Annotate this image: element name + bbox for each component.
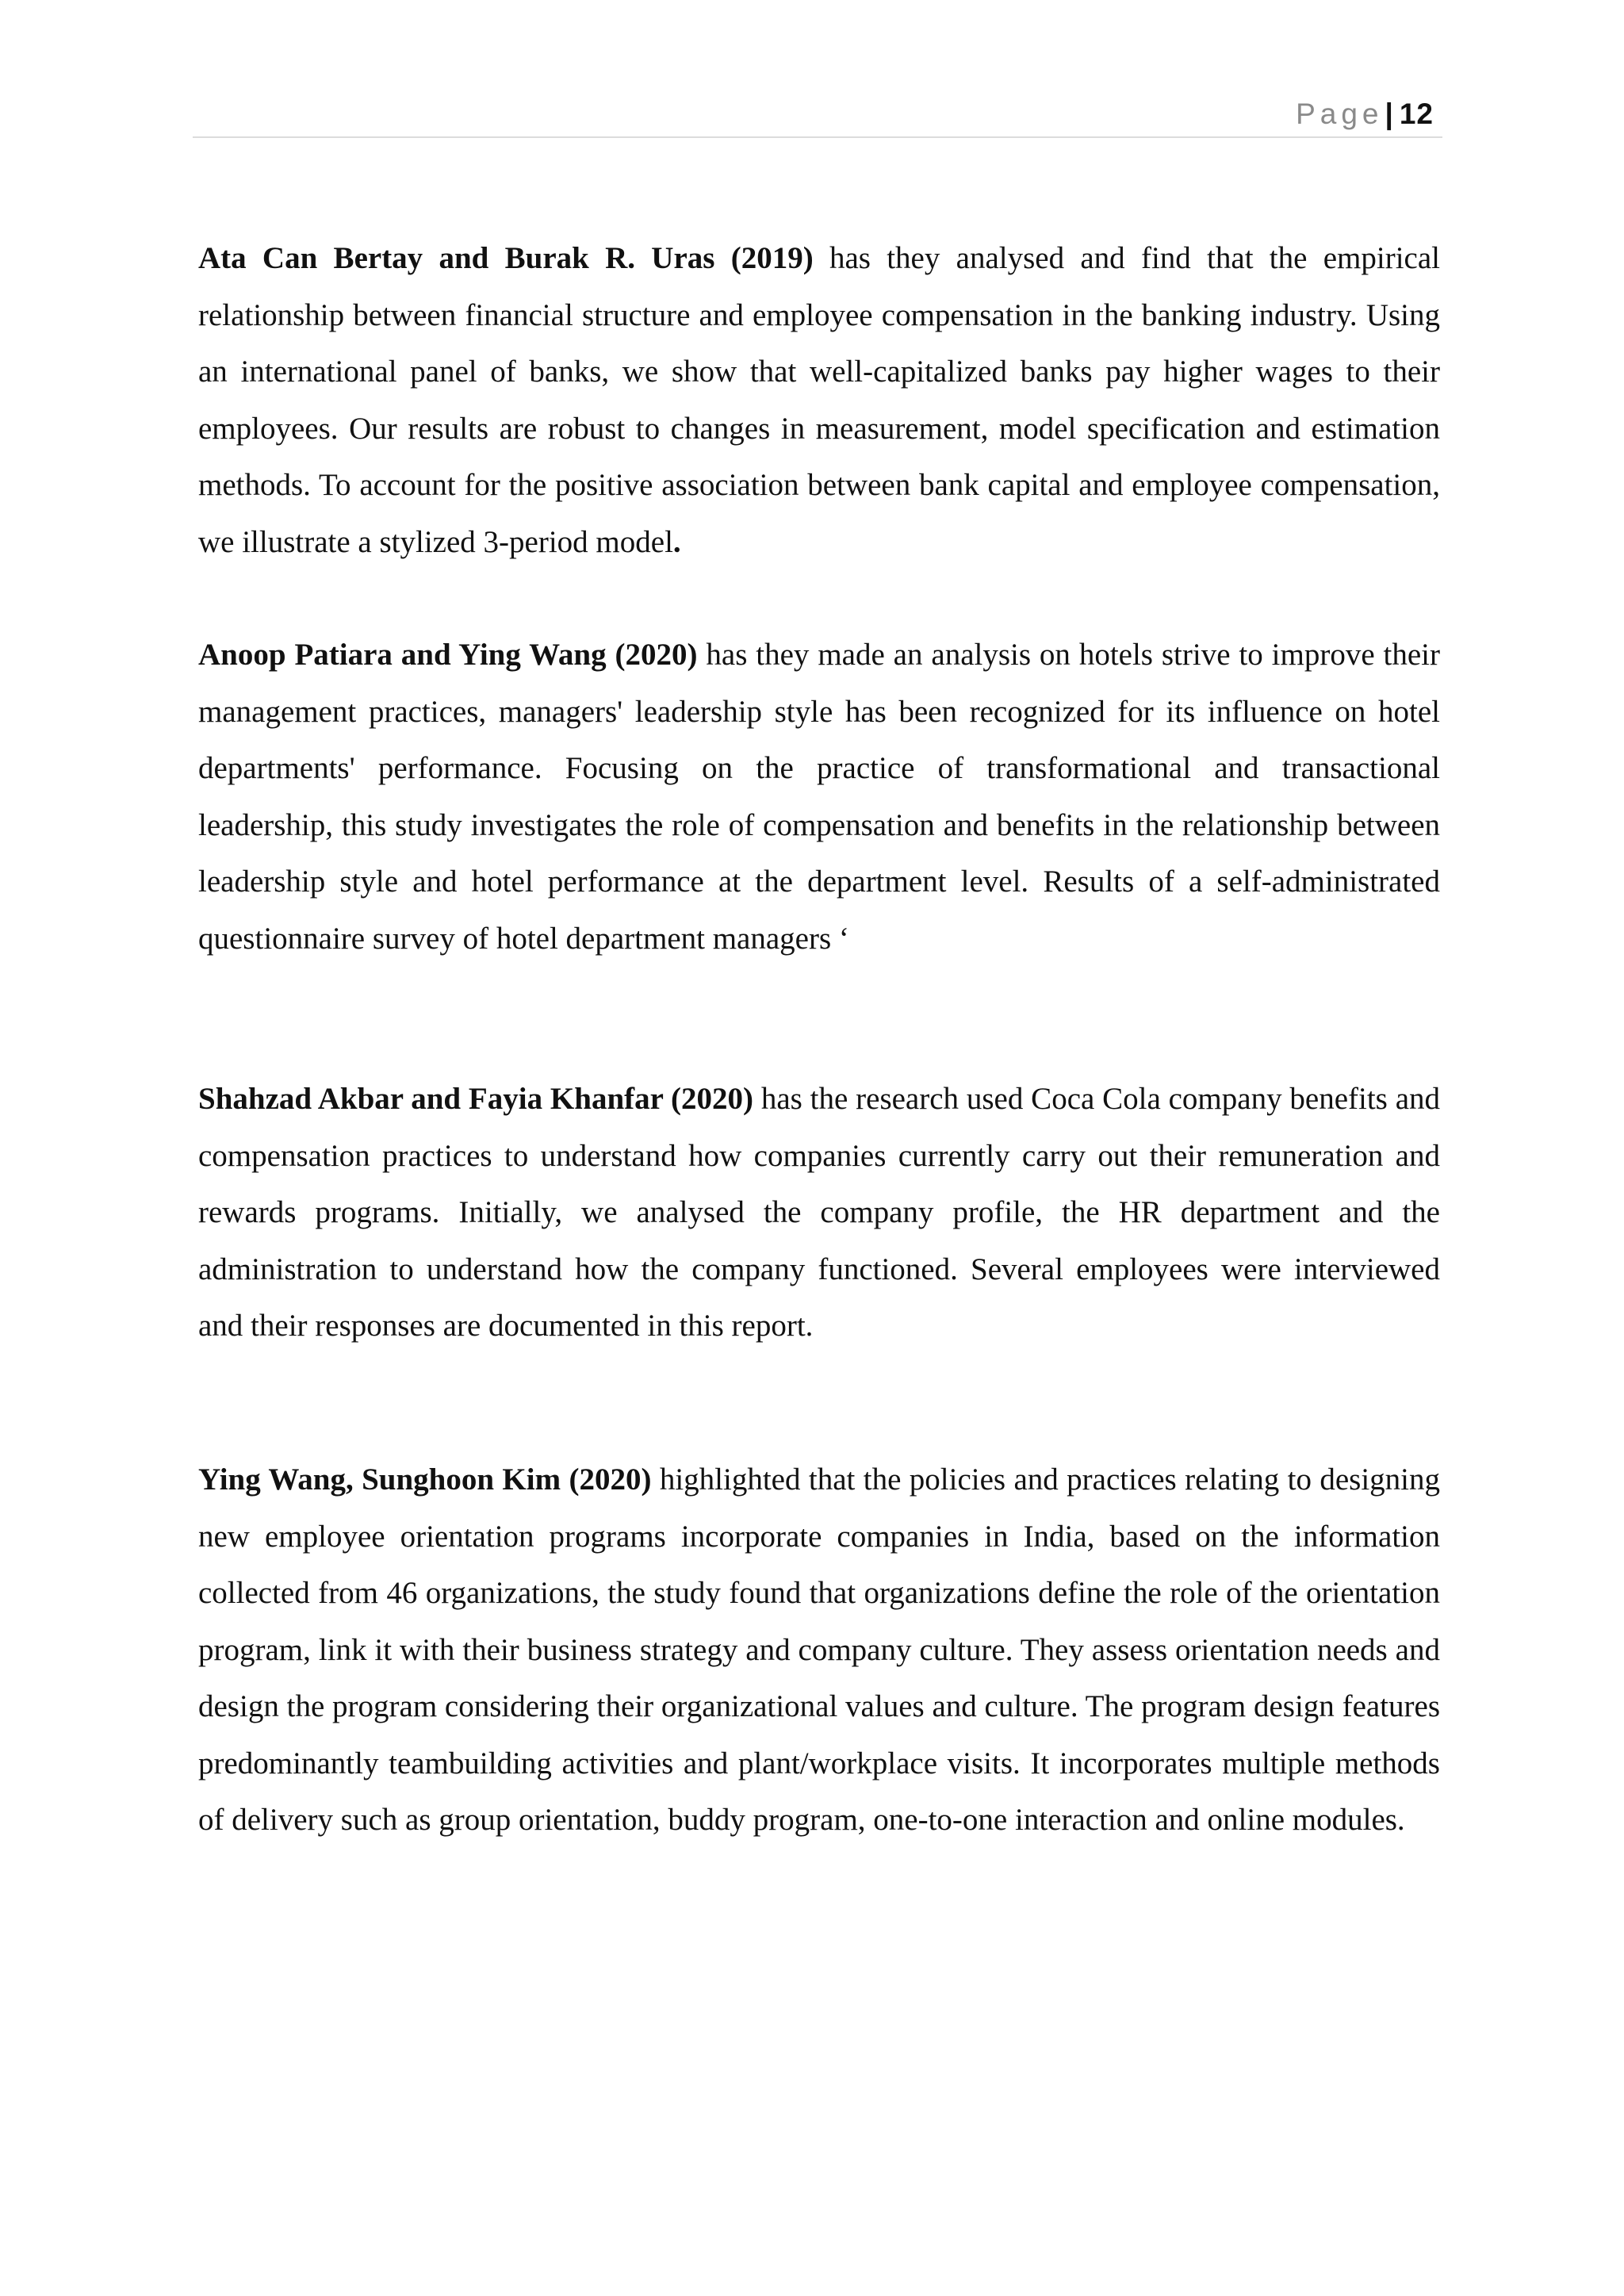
paragraph-end-mark: . <box>672 524 681 559</box>
paragraph-patiara-wang <box>198 627 1440 967</box>
page-header <box>1296 97 1434 132</box>
paragraph-akbar-khanfar <box>198 1071 1440 1355</box>
paragraph-text: has they made an analysis on hotels strive to improve their management practices, managers' leadership style has been recognized for its influence on hotel departments' performance. Focusing on the practice of transformational and transactional leadership, this study investigates the role of compensation and benefits in the relationship between leadership style and hotel performance at the department level. Results of a self-administrated questionnaire survey of hotel department managers ‘ <box>198 638 1440 956</box>
paragraph-author: Anoop Patiara and Ying Wang (2020) <box>198 638 698 672</box>
paragraph-text: highlighted that the policies and practices relating to designing new employee orientation programs incorporate companies in India, based on the information collected from 46 organizations, the study found that organizations define the role of the orientation program, link it with their business strategy and company culture. They assess orientation needs and design the program considering their organizational values and culture. The program design features predominantly teambuilding activities and plant/workplace visits. It incorporates multiple methods of delivery such as group orientation, buddy program, one-to-one interaction and online modules. <box>198 1462 1440 1837</box>
paragraph-author: Shahzad Akbar and Fayia Khanfar (2020) <box>198 1082 754 1116</box>
page-number: 12 <box>1399 98 1434 130</box>
page-separator: | <box>1385 98 1393 130</box>
paragraph-author: Ying Wang, Sunghoon Kim (2020) <box>198 1462 652 1497</box>
header-divider <box>193 136 1442 138</box>
paragraph-bertay-uras <box>198 230 1440 570</box>
paragraph-wang-kim <box>198 1451 1440 1849</box>
paragraph-text: has the research used Coca Cola company benefits and compensation practices to understand how companies currently carry out their remuneration and rewards programs. Initially, we analysed the company profile, the HR department and the administration to understand how the company functioned. Several employees were interviewed and their responses are documented in this report. <box>198 1082 1440 1343</box>
paragraph-text: has they analysed and find that the empirical relationship between financial structure and employee compensation in the banking industry. Using an international panel of banks, we show that well-capitalized banks pay higher wages to their employees. Our results are robust to changes in measurement, model specification and estimation methods. To account for the positive association between bank capital and employee compensation, we illustrate a stylized 3-period model <box>198 241 1440 559</box>
page-label: Page <box>1296 98 1384 130</box>
paragraph-author: Ata Can Bertay and Burak R. Uras (2019) <box>198 241 814 275</box>
